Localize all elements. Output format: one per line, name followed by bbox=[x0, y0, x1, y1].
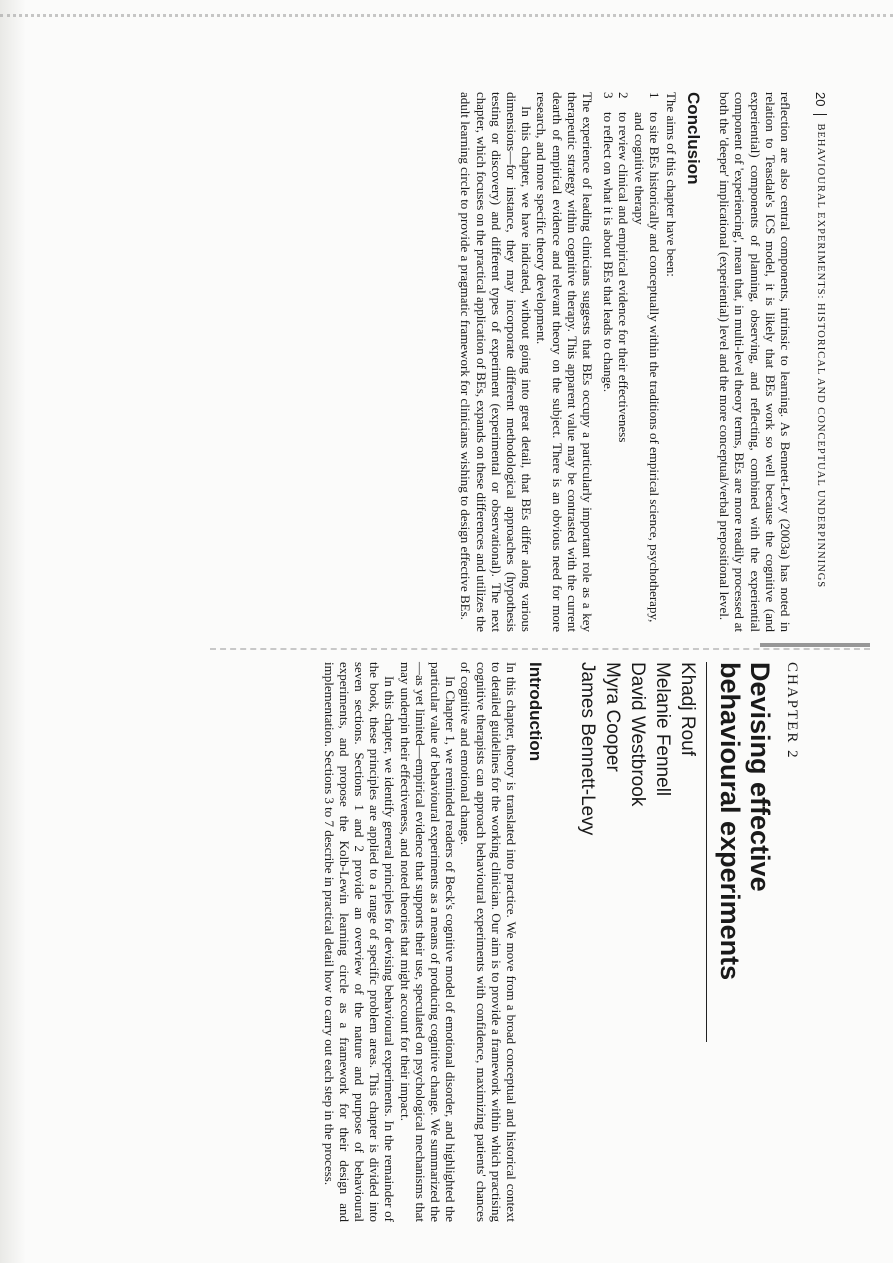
list-text: to review clinical and empirical evidence for their effectiveness bbox=[616, 112, 632, 443]
author-name: David Westbrook bbox=[627, 662, 648, 807]
page-20 bbox=[258, 92, 828, 632]
author-list bbox=[575, 662, 700, 1222]
chapter-title: Devising effective behavioural experiments bbox=[706, 662, 775, 1042]
running-head bbox=[813, 92, 828, 632]
author-name: Khadj Rouf bbox=[677, 662, 698, 757]
conclusion-paragraph-1: The experience of leading clinicians suggests that BEs occupy a particularly important role as a key therapeutic strategy within cognitive therapy. This apparent value may be contrasted with the current dearth of empirical evidence and relevant theory on the subject. There is an obvious need for more research, and more specific theory development. bbox=[534, 92, 595, 632]
author-name: Melanie Fennell bbox=[652, 662, 673, 797]
author-name: James Bennett-Levy bbox=[577, 662, 598, 836]
conclusion-paragraph-2: In this chapter, we have indicated, without going into great detail, that BEs differ along various dimensions—for instance, they may incorporate different methodological approaches (hypothesis testing or discovery) and different types of experiment (experimental or observational). The next chapter, which focuses on the practical application of BEs, expands on these differences and utilizes the adult learning circle to provide a pragmatic framework for clinicians wishing to design effective BEs. bbox=[458, 92, 535, 632]
introduction-heading: Introduction bbox=[526, 662, 545, 762]
opening-paragraph: reflection are also central components, intrinsic to learning. As Bennett-Levy (2003a) has noted in relation to Teasdale's ICS model, it is likely that BEs work so well because the cognitive (and experiential) components of planning, observing, and reflecting, combined with the experiential component of 'experiencing', mean that, in multi-level theory terms, BEs are more readily processed at both the 'deeper' implicational (experiential) level and the more conceptual/verbal prepositional level. bbox=[717, 92, 793, 632]
chapter-label: CHAPTER 2 bbox=[784, 662, 800, 760]
list-item bbox=[616, 92, 631, 632]
scan-artifact-middle bbox=[210, 648, 870, 650]
header-divider bbox=[814, 114, 828, 115]
list-number: 1 bbox=[646, 92, 662, 99]
conclusion-heading: Conclusion bbox=[683, 92, 703, 185]
scan-artifact-top bbox=[0, 14, 893, 17]
aims-intro: The aims of this chapter have been: bbox=[663, 92, 679, 277]
page-number: 20 bbox=[813, 92, 828, 107]
aims-list bbox=[601, 92, 662, 632]
list-text: to site BEs historically and conceptually within the traditions of empirical science, psychotherapy, and cognitive therapy bbox=[631, 112, 662, 623]
list-text: to reflect on what it is about BEs that leads to change. bbox=[601, 112, 617, 393]
introduction-paragraph-1: In this chapter, theory is translated into practice. We move from a broad conceptual and historical context to detailed guidelines for the working clinician. Our aim is to provide a framework within which practising cognitive therapists can approach behavioural experiments with confidence, maximizing patients' chances of cognitive and emotional change. bbox=[458, 662, 519, 1222]
chapter-2-opening-page bbox=[20, 662, 800, 1222]
introduction-paragraph-3: In this chapter, we identify general principles for devising behavioural experiments. In the remainder of the book, these principles are applied to a range of specific problem areas. This chapter is divided into seven sections. Sections 1 and 2 provide an overview of the nature and purpose of behavioural experiments, and propose the Kolb-Lewin learning circle as a framework for their design and implementation. Sections 3 to 7 describe in practical detail how to carry out each step in the process. bbox=[321, 662, 398, 1222]
author-name: Myra Cooper bbox=[602, 662, 623, 772]
scan-artifact-middle-dark bbox=[760, 643, 870, 647]
list-number: 2 bbox=[616, 92, 632, 99]
introduction-paragraph-2: In Chapter 1, we reminded readers of Beck's cognitive model of emotional disorder, and highlighted the particular value of behavioural experiments as a means of producing cognitive change. We summarized the—as yet limited—empirical evidence that supports their use, speculated on psychological mechanisms that may underpin their effectiveness, and noted theories that might account for their impact. bbox=[397, 662, 459, 1222]
running-head-title: BEHAVIOURAL EXPERIMENTS: HISTORICAL AND CONCEPTUAL UNDERPINNINGS bbox=[815, 123, 826, 589]
list-item bbox=[631, 92, 661, 632]
list-number: 3 bbox=[601, 92, 617, 99]
list-item bbox=[601, 92, 616, 632]
